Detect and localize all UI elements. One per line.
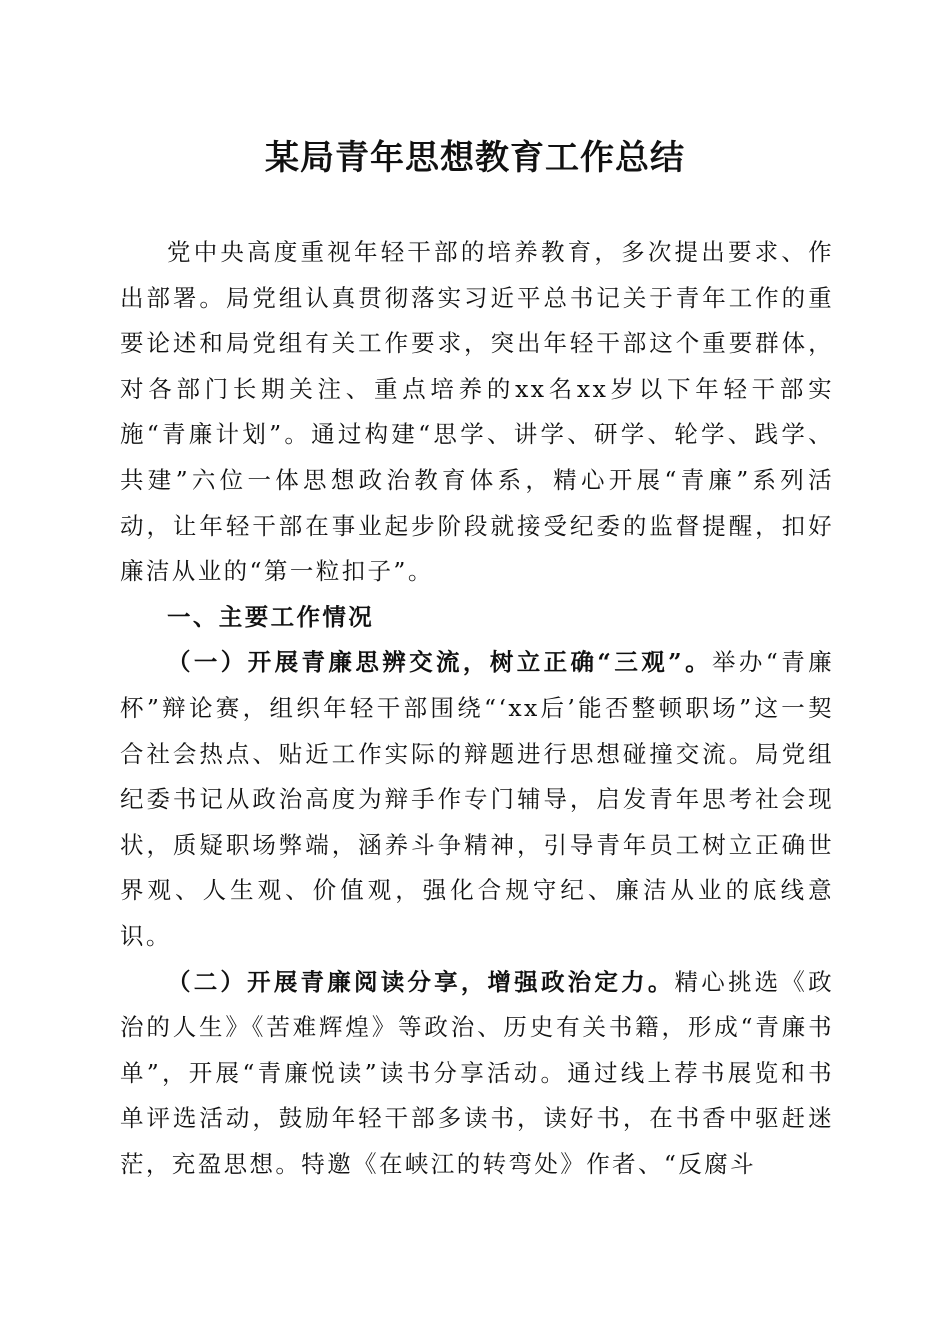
section-item-2-lead: （二）开展青廉阅读分享，增强政治定力。 <box>167 967 675 996</box>
section-item-1-lead: （一）开展青廉思辨交流，树立正确“三观”。 <box>167 648 712 677</box>
section-heading: 一、主要工作情况 <box>167 602 375 631</box>
document-body <box>120 230 834 1187</box>
section-item-1 <box>120 640 834 959</box>
intro-paragraph: 党中央高度重视年轻干部的培养教育，多次提出要求、作出部署。局党组认真贯彻落实习近平总书记关于青年工作的重要论述和局党组有关工作要求，突出年轻干部这个重要群体，对各部门长期关注、重点培养的xx名xx岁以下年轻干部实施“青廉计划”。通过构建“思学、讲学、研学、轮学、践学、共建”六位一体思想政治教育体系，精心开展“青廉”系列活动，让年轻干部在事业起步阶段就接受纪委的监督提醒，扣好廉洁从业的“第一粒扣子”。 <box>120 238 834 586</box>
section-item-2-text: 精心挑选《政治的人生》《苦难辉煌》等政治、历史有关书籍，形成“青廉书单”，开展“青廉悦读”读书分享活动。通过线上荐书展览和书单评选活动，鼓励年轻干部多读书，读好书，在书香中驱赶迷茫，充盈思想。特邀《在峡江的转弯处》作者、“反腐斗 <box>120 967 834 1178</box>
document-title: 某局青年思想教育工作总结 <box>265 138 685 178</box>
section-item-1-text: 举办“青廉杯”辩论赛，组织年轻干部围绕“‘xx后’能否整顿职场”这一契合社会热点、贴近工作实际的辩题进行思想碰撞交流。局党组纪委书记从政治高度为辩手作专门辅导，启发青年思考社会现状，质疑职场弊端，涵养斗争精神，引导青年员工树立正确世界观、人生观、价值观，强化合规守纪、廉洁从业的底线意识。 <box>120 648 835 950</box>
section-item-2 <box>120 960 834 1188</box>
